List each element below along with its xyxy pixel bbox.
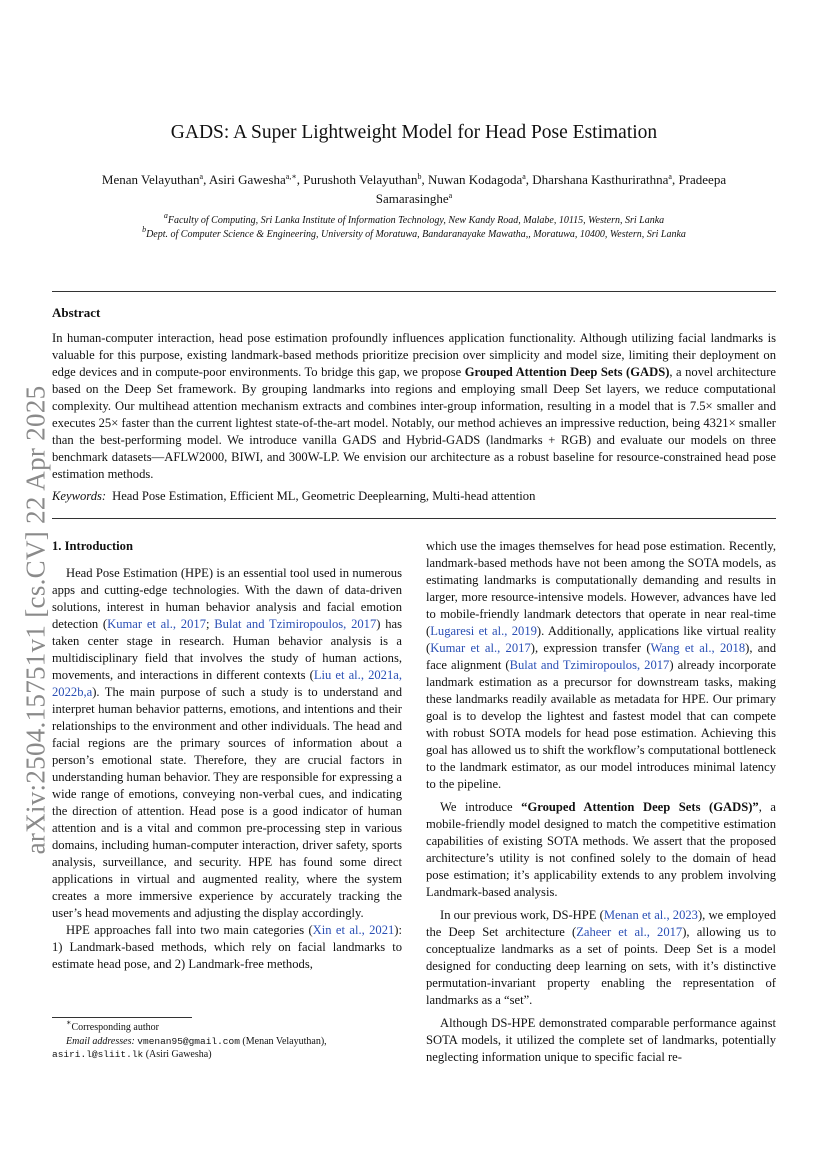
section-heading: 1. Introduction (52, 539, 133, 553)
affiliation-b (52, 225, 776, 242)
paper-title: GADS: A Super Lightweight Model for Head Pose Estimation (170, 122, 658, 143)
citation-link[interactable]: Bulat and Tzimiropoulos, 2017 (214, 617, 377, 631)
author-name: Purushoth Velayuthan (303, 172, 418, 187)
right-column (426, 538, 776, 1066)
author-name: Pradeepa Samarasinghe (375, 172, 727, 206)
keywords-line (52, 489, 776, 504)
affiliation-sup: b (142, 225, 147, 234)
author-name: Menan Velayuthan (101, 172, 200, 187)
author-sup: a (522, 172, 526, 181)
paragraph: Head Pose Estimation (HPE) is an essential tool used in numerous apps and cutting-edge technologies. With the dawn of data-driven solutions, interest in human behavior analysis and facial emotion detection (Kumar et al., 2017; Bulat and Tzimiropoulos, 2017) has taken center stage in research. Human behavior analysis is a multidisciplinary field that involves the study of human actions, movements, and interactions in different contexts (Liu et al., 2021a, 2022b,a). The main purpose of such a study is to understand and interpret human behavior patterns, emotions, and intentions and their relationships to the environment and other individuals. The head and facial regions are the primary sources of information about a person’s emotional state. Therefore, they are crucial factors in understanding human behavior. They are responsible for expressing a wide range of emotions, conveying non-verbal cues, and indicating the direction of attention. Head pose is a good indicator of human attention and is a vital and common pre-processing step in various domains, including human-computer interaction, driver safety, sports analysis, surveillance, and security. HPE has found some direct applications in virtual and augmented reality, where the system creates a more immersive experience by accurately tracking the user’s head movements and adjusting the display accordingly. (52, 566, 402, 920)
citation-link[interactable]: Kumar et al., 2017 (430, 641, 531, 655)
author-sup: a (448, 191, 453, 200)
citation-link[interactable]: Lugaresi et al., 2019 (430, 624, 537, 638)
abstract-body (52, 330, 776, 483)
paragraph: We introduce “Grouped Attention Deep Sets (GADS)”, a mobile-friendly model designed to match the competitive estimation capabilities of existing SOTA methods. We assert that the proposed architecture’s utility is not confined solely to the domain of head pose estimation; it’s applicability extends to any problem involving Landmark-based analysis. (426, 800, 777, 899)
paragraph: which use the images themselves for head pose estimation. Recently, landmark-based methods have not been among the SOTA models, as estimating landmarks is computationally demanding and results in larger, more resource-intensive models. However, advances have led to mobile-friendly landmark detectors that operate in near real-time (Lugaresi et al., 2019). Additionally, applications like virtual reality (Kumar et al., 2017), expression transfer (Wang et al., 2018), and face alignment (Bulat and Tzimiropoulos, 2017) already incorporate landmark estimation as a precursor for downstream tasks, making these landmarks readily available as metadata for HPE. Our primary goal is to develop the lightest and fastest model that can compete with robust SOTA models for head pose estimation. Achieving this goal has allowed us to shift the workflow’s computational bottleneck to the landmark estimator, as our model introduces minimal latency to the pipeline. (426, 539, 776, 791)
email-link[interactable]: vmenan95@gmail.com (137, 1035, 240, 1047)
affiliation-sup: a (163, 211, 168, 220)
footnote-emails-cont: asiri.l@sliit.lk (Asiri Gawesha) (52, 1049, 212, 1060)
affiliation-text: Dept. of Computer Science & Engineering, University of Moratuwa, Bandaranayake Mawatha,, Moratuwa, 10400, Western, Sri Lanka (146, 229, 686, 240)
arxiv-id: arXiv:2504.15751v1 [cs.CV] 22 Apr 2025 (20, 385, 51, 855)
affiliation-a (52, 211, 776, 228)
citation-link[interactable]: Liu et al., 2021a, 2022b,a (52, 668, 402, 699)
divider-bottom (52, 518, 776, 519)
author-sup: b (417, 172, 422, 181)
paragraph: In our previous work, DS-HPE (Menan et al., 2023), we employed the Deep Set architecture (Zaheer et al., 2017), allowing us to conceptualize landmarks as a set of points. Deep Set is a model designed for conducting deep learning on sets, with it’s distinctive permutation-invariant property enabling the representation of landmarks as a “set”. (426, 908, 777, 1007)
affiliations (52, 211, 776, 242)
paragraph: Although DS-HPE demonstrated comparable performance against SOTA models, it utilized the complete set of landmarks, potentially neglecting information unique to specific facial re- (426, 1016, 776, 1064)
citation-link[interactable]: Bulat and Tzimiropoulos, 2017 (509, 658, 670, 672)
author-sup: a (668, 172, 672, 181)
author-name: Nuwan Kodagoda (428, 172, 523, 187)
footnote-corresponding: ∗Corresponding author (66, 1018, 159, 1033)
footnote (52, 1018, 402, 1062)
footnote-rule (52, 1017, 192, 1018)
author-name: Dharshana Kasthurirathna (532, 172, 669, 187)
citation-link[interactable]: Xin et al., 2021 (312, 923, 395, 937)
citation-link[interactable]: Zaheer et al., 2017 (576, 925, 683, 939)
footnote-emails: Email addresses: vmenan95@gmail.com (Menan Velayuthan), (66, 1035, 327, 1047)
divider-top (52, 291, 776, 292)
keywords-text: Head Pose Estimation, Efficient ML, Geometric Deeplearning, Multi-head attention (112, 489, 536, 503)
author-sup: a,∗ (285, 172, 297, 181)
author-sup: a (199, 172, 204, 181)
author-name: Asiri Gawesha (208, 172, 286, 187)
citation-link[interactable]: Wang et al., 2018 (650, 641, 746, 655)
citation-link[interactable]: Kumar et al., 2017 (107, 617, 206, 631)
arxiv-identifier-sidebar (16, 360, 56, 880)
author-list: Menan Velayuthan$^a$, Asiri Gawesha$^{a,∗}$, Purushoth Velayuthan$^b$, Nuwan Kodagoda$^a$, Dharshana Kasthurirathna$^a$, Pradeepa Samarasinghe$^a$ (101, 172, 727, 206)
affiliation-text: Faculty of Computing, Sri Lanka Institute of Information Technology, New Kandy Road, Malabe, 10115, Western, Sri Lanka (167, 215, 665, 226)
paragraph: HPE approaches fall into two main categories (Xin et al., 2021): 1) Landmark-based methods, which rely on facial landmarks to estimate head pose, and 2) Landmark-free methods, (52, 923, 402, 971)
abstract-text: , a novel architecture based on the Deep Set framework. By grouping landmarks into regions and employing small Deep Set layers, we reduce computational complexity. Our multihead attention mechanism extracts and combines inter-group information, resulting in a model that is 7.5× smaller and executes 25× faster than the current lightest state-of-the-art model. Notably, our method achieves an impressive reduction, being 4321× smaller than the best-performing model. We introduce vanilla GADS and Hybrid-GADS (landmarks + RGB) and evaluate our models on three benchmark datasets—AFLW2000, BIWI, and 300W-LP. We envision our architecture as a robust baseline for resource-constrained head pose estimation methods. (52, 365, 776, 481)
abstract-heading: Abstract (52, 305, 101, 320)
abstract-text: In human-computer interaction, head pose estimation profoundly influences application functionality. Although utilizing facial landmarks is valuable for this purpose, existing landmark-based methods prioritize precision over simplicity and model size, limiting their deployment on edge devices and in compute-poor environments. To bridge this gap, we propose (52, 331, 776, 379)
citation-link[interactable]: Menan et al., 2023 (603, 908, 698, 922)
keywords-label: Keywords: (52, 489, 107, 503)
left-column (52, 538, 402, 973)
abstract-bold: Grouped Attention Deep Sets (GADS) (464, 365, 670, 379)
email-link[interactable]: asiri.l@sliit.lk (52, 1049, 144, 1060)
